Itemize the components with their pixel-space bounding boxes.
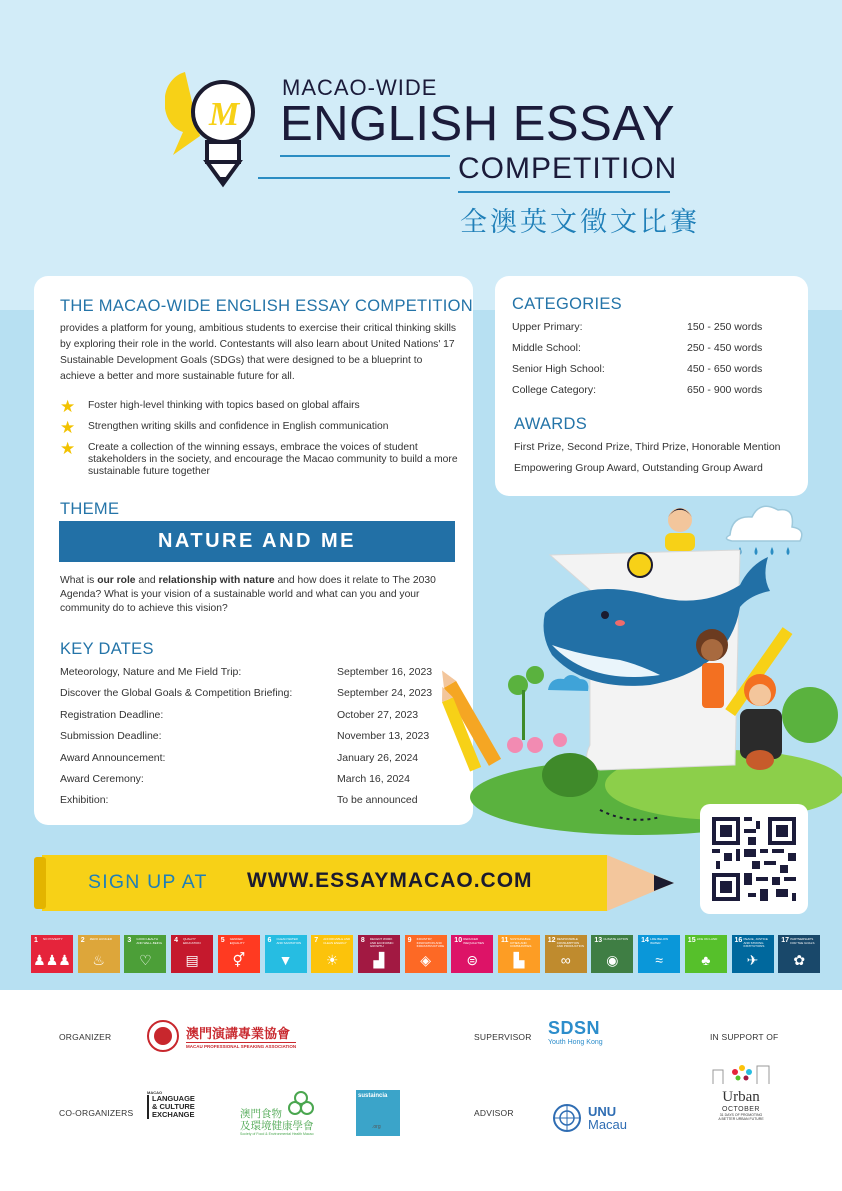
sdg-3-tile [124,935,166,973]
title-rule [458,191,670,193]
bullet-text: Strengthen writing skills and confidence in English communication [88,421,389,432]
sdg-label: REDUCED INEQUALITIES [463,937,484,945]
support-label: IN SUPPORT OF [710,1032,779,1042]
advisor-label: ADVISOR [474,1108,514,1118]
sdg-icon: ♨ [92,952,105,968]
sdg-1-tile [31,935,73,973]
sdg-number: 5 [220,937,225,944]
food-society-logo: 澳門食物 及環境健康學會 Society of Food & Environmental Health Macao [240,1090,314,1136]
sdg-number: 3 [127,937,132,944]
sdg-icon: ◈ [420,952,431,968]
goals-list [60,397,460,487]
sdg-8-tile [358,935,400,973]
footer-partners [0,990,842,1191]
sdsn-name: SDSN [548,1018,601,1038]
sdg-number: 2 [80,937,85,944]
star-icon: ★ [60,439,76,458]
city-skyline-icon [711,1062,771,1084]
awards-heading: AWARDS [514,415,587,433]
sdg-label: INDUSTRY, INNOVATION AND INFRASTRUCTURE [416,937,445,948]
categories-heading: CATEGORIES [512,295,622,313]
sdg-icon: ≈ [655,952,663,968]
title-rule [280,155,450,157]
unu-logo: UNU Macau [551,1102,627,1134]
bullet-text: Create a collection of the winning essays, embrace the voices of student stakeholders in the society, and encourage the Macao community to build a more sustainable future together [88,442,458,477]
lce-logo: MACAO LANGUAGE & CULTURE EXCHANGE [147,1090,195,1119]
sdg-number: 10 [454,937,463,944]
sdsn-subtitle: Youth Hong Kong [548,1039,603,1046]
sdg-7-tile [311,935,353,973]
organizer-name-en: MACAU PROFESSIONAL SPEAKING ASSOCIATION [186,1044,297,1049]
organizer-name-cn: 澳門演講專業協會 [186,1027,291,1042]
list-item [60,439,460,478]
qr-code-card[interactable] [700,804,808,914]
sdg-label: CLEAN WATER AND SANITATION [276,937,302,945]
info-card [34,276,473,825]
sdg-icon: ⊜ [466,952,479,968]
sdg-number: 12 [547,937,556,944]
sdg-10-tile [451,935,493,973]
sdg-icons-row [31,935,815,973]
sdg-label: LIFE ON LAND [696,937,718,941]
categories-card [495,276,808,496]
list-item [60,418,460,437]
sdg-icon: ▼ [278,952,293,968]
theme-question: What is our role and relationship with nature and how does it relate to The 2030 Agenda? What is your vision of a sustainable world and what can you and your community do to achieve this vision? [60,575,436,614]
key-dates-table [60,666,470,816]
sdg-13-tile [591,935,633,973]
sdg-number: 4 [174,937,178,944]
urban-october-logo: Urban OCTOBER 31 DAYS OF PROMOTING A BETTER URBAN FUTURE [708,1062,774,1121]
sdg-label: LIFE BELOW WATER [650,937,669,945]
bullet-text: Foster high-level thinking with topics based on global affairs [88,400,360,411]
sdg-number: 16 [734,937,743,944]
sdg-16-tile [732,935,774,973]
sdg-label: PARTNERSHIPS FOR THE GOALS [790,937,815,945]
sdg-number: 13 [594,937,603,944]
title-rule [258,177,450,179]
sdg-icon: ◉ [606,952,619,968]
sdg-icon: ☀ [325,952,339,968]
sdg-icon: ✿ [793,952,806,968]
sdg-label: AFFORDABLE AND CLEAN ENERGY [323,937,351,945]
sdg-14-tile [638,935,680,973]
organizer-label: ORGANIZER [59,1032,112,1042]
sdg-number: 11 [501,937,509,944]
co-organizers-label: CO-ORGANIZERS [59,1108,134,1118]
star-icon: ★ [60,397,76,416]
signup-label: SIGN UP AT [88,871,208,893]
sdg-6-tile [265,935,307,973]
sdg-2-tile [78,935,120,973]
sdg-icon: ▤ [185,952,199,968]
sdg-number: 9 [407,937,412,944]
table-row: Award Announcement: January 26, 2024 [60,751,419,764]
table-row: Exhibition: To be announced [60,794,418,807]
theme-banner: NATURE AND ME [59,521,455,562]
title-line-competition: COMPETITION [458,152,678,185]
table-row: Meteorology, Nature and Me Field Trip: September 16, 2023 [60,666,433,678]
circles-emblem-icon [286,1090,316,1116]
sdg-11-tile [498,935,540,973]
sdg-label: ZERO HUNGER [89,937,112,941]
category-row: College Category: 650 - 900 words [512,384,763,396]
sdg-label: SUSTAINABLE CITIES AND COMMUNITIES [510,937,532,948]
sdg-label: GENDER EQUALITY [229,937,245,945]
sdg-label: RESPONSIBLE CONSUMPTION AND PRODUCTION [556,937,585,948]
sdg-icon: ♡ [139,952,152,968]
category-row: Senior High School: 450 - 650 words [512,363,763,375]
organizer-logo [146,1019,296,1053]
sdg-label: PEACE, JUSTICE AND STRONG INSTITUTIONS [743,937,768,948]
logo-letter: M [209,96,240,133]
sdg-label: GOOD HEALTH AND WELL-BEING [136,937,163,945]
table-row: Registration Deadline: October 27, 2023 [60,708,419,721]
sdg-icon: ▙ [513,952,525,968]
sdg-label: DECENT WORK AND ECONOMIC GROWTH [369,937,394,948]
sdg-5-tile [218,935,260,973]
sdg-number: 17 [781,937,789,944]
sdg-12-tile [545,935,587,973]
sdg-icon: ∞ [560,952,571,968]
list-item [60,397,460,416]
qr-code[interactable] [712,817,796,901]
sdg-icon: ✈ [746,952,759,968]
table-row: Award Ceremony: March 16, 2024 [60,772,410,785]
nature-illustration [440,495,842,835]
sdg-number: 8 [360,937,365,944]
intro-heading: THE MACAO-WIDE ENGLISH ESSAY COMPETITION [60,297,473,315]
sdg-17-tile [778,935,820,973]
title-line-macao-wide: MACAO-WIDE [282,75,438,100]
table-row: Discover the Global Goals & Competition Briefing: September 24, 2023 [60,687,433,700]
intro-paragraph: provides a platform for young, ambitious students to exercise their critical thinking skills by exploring their role in the world. Contestants will also learn about United Nations' 17 Sustainable Development Goals (SDGs) that were designed to be a blueprint to achieve a better and more sustainable future for all. [60,323,457,382]
sdg-number: 14 [641,937,649,944]
theme-heading: THEME [60,500,120,518]
sdg-number: 1 [34,937,38,944]
sdg-label: CLIMATE ACTION [603,937,629,941]
sdg-label: NO POVERTY [43,937,63,941]
supervisor-logo [548,1018,603,1046]
sdg-icon: ⚥ [232,952,246,968]
key-dates-heading: KEY DATES [60,640,154,658]
awards-line: Empowering Group Award, Outstanding Group Award [514,462,763,474]
title-line-english-essay: ENGLISH ESSAY [280,97,676,151]
lightbulb-pencil-logo [165,70,260,190]
sdg-icon: ♟♟♟ [33,952,71,968]
sustaincia-logo: sustaincia .org [356,1090,400,1136]
category-row: Middle School: 250 - 450 words [512,342,763,354]
table-row: Submission Deadline: November 13, 2023 [60,730,430,743]
title-chinese: 全澳英文徵文比賽 [460,207,700,238]
signup-url-link[interactable]: WWW.ESSAYMACAO.COM [247,869,533,892]
supervisor-label: SUPERVISOR [474,1032,532,1042]
sdg-icon: ▟ [373,952,385,968]
sdg-15-tile [685,935,727,973]
sdg-9-tile [405,935,447,973]
sdg-number: 6 [267,937,272,944]
star-icon: ★ [60,418,76,437]
sdg-4-tile [171,935,213,973]
sdg-label: QUALITY EDUCATION [183,937,201,945]
un-emblem-icon [551,1102,583,1134]
sdg-icon: ♣ [701,952,711,968]
sdg-number: 7 [314,937,319,944]
awards-line: First Prize, Second Prize, Third Prize, Honorable Mention [514,441,781,453]
category-row: Upper Primary: 150 - 250 words [512,321,763,333]
speaking-association-emblem-icon [146,1019,180,1053]
sdg-number: 15 [687,937,696,944]
